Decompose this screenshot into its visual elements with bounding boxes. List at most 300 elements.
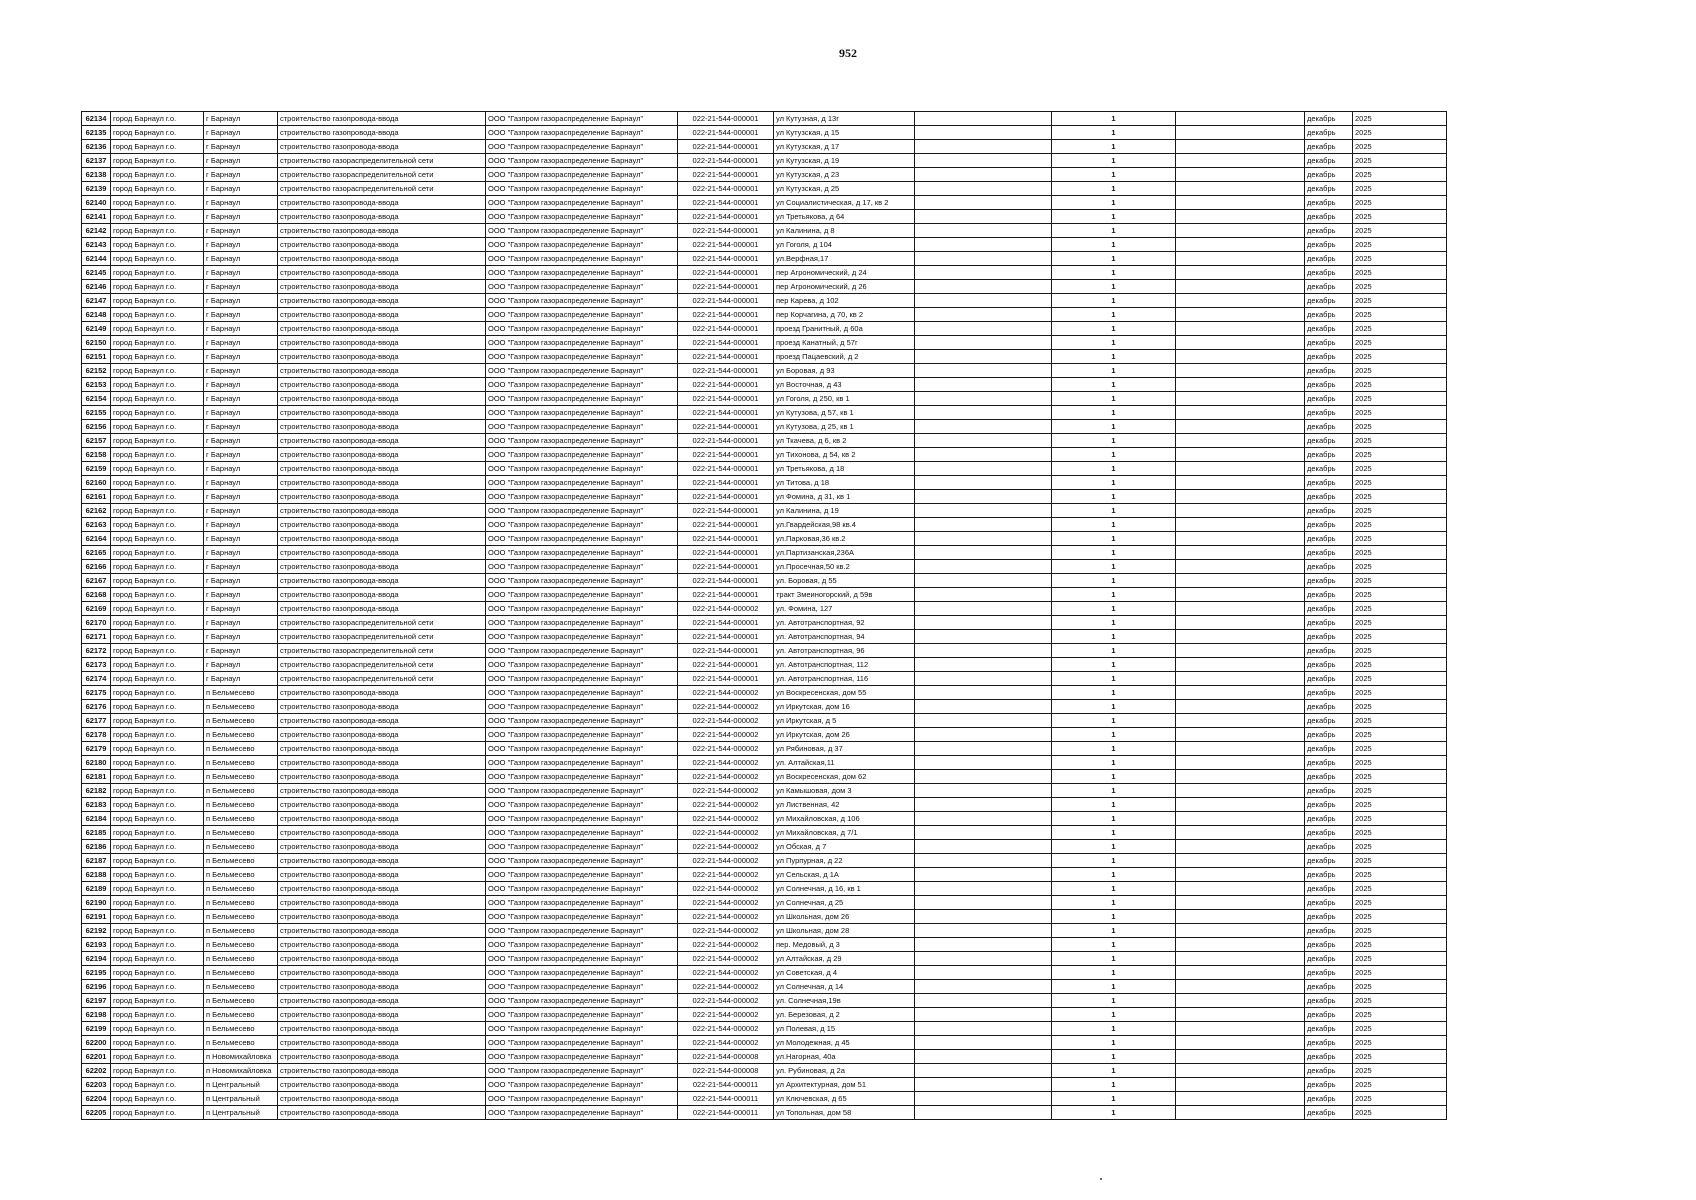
organization-cell: ООО "Газпром газораспределение Барнаул" <box>486 658 678 672</box>
table-row <box>82 224 1447 238</box>
address-cell: ул Пурпурная, д 22 <box>774 854 915 868</box>
municipality-cell: город Барнаул г.о. <box>111 574 204 588</box>
municipality-cell: город Барнаул г.о. <box>111 364 204 378</box>
month-cell: декабрь <box>1305 1106 1353 1120</box>
municipality-cell: город Барнаул г.о. <box>111 336 204 350</box>
organization-cell: ООО "Газпром газораспределение Барнаул" <box>486 812 678 826</box>
empty-column-b-cell <box>1176 980 1305 994</box>
empty-column-b-cell <box>1176 728 1305 742</box>
address-cell: ул. Березовая, д 2 <box>774 1008 915 1022</box>
organization-cell: ООО "Газпром газораспределение Барнаул" <box>486 980 678 994</box>
empty-column-a-cell <box>915 728 1052 742</box>
organization-cell: ООО "Газпром газораспределение Барнаул" <box>486 630 678 644</box>
address-cell: пер Корчагина, д 70, кв 2 <box>774 308 915 322</box>
settlement-cell: г Барнаул <box>204 420 278 434</box>
table-row <box>82 476 1447 490</box>
month-cell: декабрь <box>1305 882 1353 896</box>
year-cell: 2025 <box>1353 378 1447 392</box>
table-row <box>82 196 1447 210</box>
work-type-cell: строительство газопровода-ввода <box>278 280 486 294</box>
address-cell: проезд Канатный, д 57г <box>774 336 915 350</box>
municipality-cell: город Барнаул г.о. <box>111 224 204 238</box>
empty-column-a-cell <box>915 658 1052 672</box>
work-type-cell: строительство газопровода-ввода <box>278 602 486 616</box>
record-number-cell: 62193 <box>82 938 111 952</box>
record-number-cell: 62168 <box>82 588 111 602</box>
organization-cell: ООО "Газпром газораспределение Барнаул" <box>486 196 678 210</box>
table-body <box>82 112 1447 1120</box>
contract-number-cell: 022-21-544-000002 <box>678 868 774 882</box>
settlement-cell: п Центральный <box>204 1106 278 1120</box>
year-cell: 2025 <box>1353 966 1447 980</box>
quantity-cell: 1 <box>1052 1050 1176 1064</box>
contract-number-cell: 022-21-544-000002 <box>678 826 774 840</box>
month-cell: декабрь <box>1305 966 1353 980</box>
empty-column-b-cell <box>1176 924 1305 938</box>
month-cell: декабрь <box>1305 1064 1353 1078</box>
address-cell: ул Воскресенская, дом 62 <box>774 770 915 784</box>
work-type-cell: строительство газопровода-ввода <box>278 868 486 882</box>
year-cell: 2025 <box>1353 1064 1447 1078</box>
table-row <box>82 168 1447 182</box>
year-cell: 2025 <box>1353 742 1447 756</box>
work-type-cell: строительство газопровода-ввода <box>278 742 486 756</box>
year-cell: 2025 <box>1353 154 1447 168</box>
empty-column-b-cell <box>1176 476 1305 490</box>
quantity-cell: 1 <box>1052 966 1176 980</box>
table-row <box>82 980 1447 994</box>
organization-cell: ООО "Газпром газораспределение Барнаул" <box>486 140 678 154</box>
year-cell: 2025 <box>1353 308 1447 322</box>
table-row <box>82 826 1447 840</box>
month-cell: декабрь <box>1305 182 1353 196</box>
record-number-cell: 62204 <box>82 1092 111 1106</box>
contract-number-cell: 022-21-544-000001 <box>678 196 774 210</box>
quantity-cell: 1 <box>1052 994 1176 1008</box>
work-type-cell: строительство газопровода-ввода <box>278 532 486 546</box>
quantity-cell: 1 <box>1052 1078 1176 1092</box>
table-row <box>82 126 1447 140</box>
empty-column-b-cell <box>1176 392 1305 406</box>
organization-cell: ООО "Газпром газораспределение Барнаул" <box>486 210 678 224</box>
quantity-cell: 1 <box>1052 938 1176 952</box>
organization-cell: ООО "Газпром газораспределение Барнаул" <box>486 266 678 280</box>
month-cell: декабрь <box>1305 714 1353 728</box>
municipality-cell: город Барнаул г.о. <box>111 210 204 224</box>
month-cell: декабрь <box>1305 196 1353 210</box>
table-row <box>82 154 1447 168</box>
address-cell: ул.Парковая,36 кв.2 <box>774 532 915 546</box>
year-cell: 2025 <box>1353 1050 1447 1064</box>
work-type-cell: строительство газопровода-ввода <box>278 1092 486 1106</box>
table-row <box>82 756 1447 770</box>
table-row <box>82 252 1447 266</box>
work-type-cell: строительство газопровода-ввода <box>278 462 486 476</box>
record-number-cell: 62176 <box>82 700 111 714</box>
work-type-cell: строительство газопровода-ввода <box>278 938 486 952</box>
month-cell: декабрь <box>1305 938 1353 952</box>
empty-column-a-cell <box>915 112 1052 126</box>
quantity-cell: 1 <box>1052 462 1176 476</box>
month-cell: декабрь <box>1305 112 1353 126</box>
work-type-cell: строительство газопровода-ввода <box>278 140 486 154</box>
work-type-cell: строительство газопровода-ввода <box>278 770 486 784</box>
settlement-cell: г Барнаул <box>204 196 278 210</box>
record-number-cell: 62156 <box>82 420 111 434</box>
address-cell: ул Школьная, дом 26 <box>774 910 915 924</box>
address-cell: ул Молодежная, д 45 <box>774 1036 915 1050</box>
month-cell: декабрь <box>1305 210 1353 224</box>
empty-column-b-cell <box>1176 756 1305 770</box>
organization-cell: ООО "Газпром газораспределение Барнаул" <box>486 476 678 490</box>
settlement-cell: г Барнаул <box>204 154 278 168</box>
page-number: 952 <box>839 46 857 60</box>
month-cell: декабрь <box>1305 224 1353 238</box>
work-type-cell: строительство газопровода-ввода <box>278 1008 486 1022</box>
table-row <box>82 924 1447 938</box>
organization-cell: ООО "Газпром газораспределение Барнаул" <box>486 714 678 728</box>
settlement-cell: г Барнаул <box>204 126 278 140</box>
record-number-cell: 62149 <box>82 322 111 336</box>
empty-column-a-cell <box>915 742 1052 756</box>
organization-cell: ООО "Газпром газораспределение Барнаул" <box>486 294 678 308</box>
empty-column-b-cell <box>1176 1064 1305 1078</box>
organization-cell: ООО "Газпром газораспределение Барнаул" <box>486 574 678 588</box>
organization-cell: ООО "Газпром газораспределение Барнаул" <box>486 1092 678 1106</box>
month-cell: декабрь <box>1305 546 1353 560</box>
contract-number-cell: 022-21-544-000001 <box>678 504 774 518</box>
month-cell: декабрь <box>1305 364 1353 378</box>
quantity-cell: 1 <box>1052 308 1176 322</box>
year-cell: 2025 <box>1353 238 1447 252</box>
month-cell: декабрь <box>1305 406 1353 420</box>
record-number-cell: 62195 <box>82 966 111 980</box>
work-type-cell: строительство газораспределительной сети <box>278 630 486 644</box>
contract-number-cell: 022-21-544-000001 <box>678 392 774 406</box>
record-number-cell: 62137 <box>82 154 111 168</box>
contract-number-cell: 022-21-544-000002 <box>678 714 774 728</box>
empty-column-b-cell <box>1176 560 1305 574</box>
contract-number-cell: 022-21-544-000001 <box>678 294 774 308</box>
table-row <box>82 952 1447 966</box>
month-cell: декабрь <box>1305 602 1353 616</box>
empty-column-a-cell <box>915 476 1052 490</box>
address-cell: ул Третьякова, д 18 <box>774 462 915 476</box>
address-cell: ул. Боровая, д 55 <box>774 574 915 588</box>
municipality-cell: город Барнаул г.о. <box>111 840 204 854</box>
quantity-cell: 1 <box>1052 910 1176 924</box>
contract-number-cell: 022-21-544-000001 <box>678 336 774 350</box>
contract-number-cell: 022-21-544-000001 <box>678 560 774 574</box>
address-cell: ул Восточная, д 43 <box>774 378 915 392</box>
month-cell: декабрь <box>1305 756 1353 770</box>
municipality-cell: город Барнаул г.о. <box>111 252 204 266</box>
record-number-cell: 62166 <box>82 560 111 574</box>
empty-column-b-cell <box>1176 168 1305 182</box>
empty-column-a-cell <box>915 672 1052 686</box>
empty-column-a-cell <box>915 140 1052 154</box>
month-cell: декабрь <box>1305 784 1353 798</box>
settlement-cell: г Барнаул <box>204 350 278 364</box>
year-cell: 2025 <box>1353 574 1447 588</box>
settlement-cell: г Барнаул <box>204 518 278 532</box>
organization-cell: ООО "Газпром газораспределение Барнаул" <box>486 392 678 406</box>
quantity-cell: 1 <box>1052 868 1176 882</box>
empty-column-b-cell <box>1176 378 1305 392</box>
year-cell: 2025 <box>1353 840 1447 854</box>
record-number-cell: 62145 <box>82 266 111 280</box>
month-cell: декабрь <box>1305 126 1353 140</box>
quantity-cell: 1 <box>1052 714 1176 728</box>
work-type-cell: строительство газопровода-ввода <box>278 1036 486 1050</box>
organization-cell: ООО "Газпром газораспределение Барнаул" <box>486 252 678 266</box>
empty-column-a-cell <box>915 518 1052 532</box>
month-cell: декабрь <box>1305 154 1353 168</box>
quantity-cell: 1 <box>1052 798 1176 812</box>
month-cell: декабрь <box>1305 658 1353 672</box>
table-row <box>82 112 1447 126</box>
record-number-cell: 62135 <box>82 126 111 140</box>
year-cell: 2025 <box>1353 868 1447 882</box>
municipality-cell: город Барнаул г.о. <box>111 714 204 728</box>
settlement-cell: г Барнаул <box>204 168 278 182</box>
record-number-cell: 62153 <box>82 378 111 392</box>
work-type-cell: строительство газопровода-ввода <box>278 686 486 700</box>
settlement-cell: п Центральный <box>204 1078 278 1092</box>
work-type-cell: строительство газопровода-ввода <box>278 574 486 588</box>
settlement-cell: п Бельмесево <box>204 826 278 840</box>
empty-column-b-cell <box>1176 868 1305 882</box>
month-cell: декабрь <box>1305 560 1353 574</box>
table-row <box>82 532 1447 546</box>
settlement-cell: п Бельмесево <box>204 784 278 798</box>
table-row <box>82 210 1447 224</box>
organization-cell: ООО "Газпром газораспределение Барнаул" <box>486 182 678 196</box>
scan-dot <box>1100 1178 1102 1180</box>
address-cell: ул Кутузская, д 17 <box>774 140 915 154</box>
settlement-cell: г Барнаул <box>204 672 278 686</box>
empty-column-b-cell <box>1176 1078 1305 1092</box>
municipality-cell: город Барнаул г.о. <box>111 728 204 742</box>
empty-column-a-cell <box>915 294 1052 308</box>
table-row <box>82 392 1447 406</box>
municipality-cell: город Барнаул г.о. <box>111 896 204 910</box>
settlement-cell: г Барнаул <box>204 546 278 560</box>
table-row <box>82 728 1447 742</box>
empty-column-a-cell <box>915 826 1052 840</box>
month-cell: декабрь <box>1305 308 1353 322</box>
empty-column-b-cell <box>1176 546 1305 560</box>
address-cell: ул Кутузская, д 19 <box>774 154 915 168</box>
table-row <box>82 504 1447 518</box>
empty-column-a-cell <box>915 714 1052 728</box>
work-type-cell: строительство газопровода-ввода <box>278 882 486 896</box>
record-number-cell: 62139 <box>82 182 111 196</box>
empty-column-b-cell <box>1176 224 1305 238</box>
year-cell: 2025 <box>1353 168 1447 182</box>
settlement-cell: п Бельмесево <box>204 966 278 980</box>
municipality-cell: город Барнаул г.о. <box>111 350 204 364</box>
work-type-cell: строительство газопровода-ввода <box>278 560 486 574</box>
settlement-cell: г Барнаул <box>204 252 278 266</box>
table-row <box>82 672 1447 686</box>
year-cell: 2025 <box>1353 462 1447 476</box>
quantity-cell: 1 <box>1052 1036 1176 1050</box>
contract-number-cell: 022-21-544-000001 <box>678 532 774 546</box>
table-row <box>82 406 1447 420</box>
settlement-cell: г Барнаул <box>204 532 278 546</box>
table-row <box>82 602 1447 616</box>
empty-column-a-cell <box>915 994 1052 1008</box>
empty-column-a-cell <box>915 546 1052 560</box>
month-cell: декабрь <box>1305 490 1353 504</box>
record-number-cell: 62148 <box>82 308 111 322</box>
organization-cell: ООО "Газпром газораспределение Барнаул" <box>486 1106 678 1120</box>
year-cell: 2025 <box>1353 126 1447 140</box>
table-row <box>82 518 1447 532</box>
table-row <box>82 798 1447 812</box>
empty-column-a-cell <box>915 196 1052 210</box>
record-number-cell: 62146 <box>82 280 111 294</box>
work-type-cell: строительство газопровода-ввода <box>278 910 486 924</box>
address-cell: ул Архитектурная, дом 51 <box>774 1078 915 1092</box>
municipality-cell: город Барнаул г.о. <box>111 1064 204 1078</box>
municipality-cell: город Барнаул г.о. <box>111 420 204 434</box>
work-type-cell: строительство газопровода-ввода <box>278 252 486 266</box>
work-type-cell: строительство газопровода-ввода <box>278 854 486 868</box>
empty-column-a-cell <box>915 868 1052 882</box>
work-type-cell: строительство газораспределительной сети <box>278 616 486 630</box>
address-cell: ул Кутузская, д 15 <box>774 126 915 140</box>
municipality-cell: город Барнаул г.о. <box>111 490 204 504</box>
quantity-cell: 1 <box>1052 700 1176 714</box>
work-type-cell: строительство газораспределительной сети <box>278 644 486 658</box>
record-number-cell: 62173 <box>82 658 111 672</box>
contract-number-cell: 022-21-544-000002 <box>678 938 774 952</box>
empty-column-a-cell <box>915 182 1052 196</box>
municipality-cell: город Барнаул г.о. <box>111 644 204 658</box>
contract-number-cell: 022-21-544-000002 <box>678 1036 774 1050</box>
empty-column-a-cell <box>915 756 1052 770</box>
address-cell: ул Гоголя, д 104 <box>774 238 915 252</box>
empty-column-b-cell <box>1176 602 1305 616</box>
work-type-cell: строительство газораспределительной сети <box>278 672 486 686</box>
empty-column-b-cell <box>1176 364 1305 378</box>
quantity-cell: 1 <box>1052 126 1176 140</box>
settlement-cell: п Новомихайловка <box>204 1050 278 1064</box>
work-type-cell: строительство газопровода-ввода <box>278 798 486 812</box>
empty-column-b-cell <box>1176 182 1305 196</box>
record-number-cell: 62157 <box>82 434 111 448</box>
record-number-cell: 62151 <box>82 350 111 364</box>
empty-column-b-cell <box>1176 616 1305 630</box>
settlement-cell: п Бельмесево <box>204 896 278 910</box>
empty-column-a-cell <box>915 154 1052 168</box>
address-cell: ул Тихонова, д 54, кв 2 <box>774 448 915 462</box>
year-cell: 2025 <box>1353 980 1447 994</box>
empty-column-b-cell <box>1176 882 1305 896</box>
record-number-cell: 62197 <box>82 994 111 1008</box>
empty-column-b-cell <box>1176 854 1305 868</box>
work-type-cell: строительство газораспределительной сети <box>278 182 486 196</box>
municipality-cell: город Барнаул г.о. <box>111 518 204 532</box>
empty-column-b-cell <box>1176 644 1305 658</box>
address-cell: ул Боровая, д 93 <box>774 364 915 378</box>
table-row <box>82 322 1447 336</box>
quantity-cell: 1 <box>1052 280 1176 294</box>
settlement-cell: г Барнаул <box>204 378 278 392</box>
work-type-cell: строительство газораспределительной сети <box>278 168 486 182</box>
organization-cell: ООО "Газпром газораспределение Барнаул" <box>486 728 678 742</box>
empty-column-b-cell <box>1176 210 1305 224</box>
municipality-cell: город Барнаул г.о. <box>111 406 204 420</box>
settlement-cell: г Барнаул <box>204 224 278 238</box>
address-cell: ул Рябиновая, д 37 <box>774 742 915 756</box>
contract-number-cell: 022-21-544-000001 <box>678 238 774 252</box>
month-cell: декабрь <box>1305 728 1353 742</box>
organization-cell: ООО "Газпром газораспределение Барнаул" <box>486 588 678 602</box>
quantity-cell: 1 <box>1052 574 1176 588</box>
settlement-cell: п Бельмесево <box>204 728 278 742</box>
empty-column-a-cell <box>915 1022 1052 1036</box>
municipality-cell: город Барнаул г.о. <box>111 938 204 952</box>
year-cell: 2025 <box>1353 770 1447 784</box>
empty-column-b-cell <box>1176 532 1305 546</box>
month-cell: декабрь <box>1305 980 1353 994</box>
record-number-cell: 62136 <box>82 140 111 154</box>
table-row <box>82 630 1447 644</box>
year-cell: 2025 <box>1353 546 1447 560</box>
contract-number-cell: 022-21-544-000008 <box>678 1050 774 1064</box>
empty-column-a-cell <box>915 462 1052 476</box>
settlement-cell: п Бельмесево <box>204 938 278 952</box>
year-cell: 2025 <box>1353 1078 1447 1092</box>
quantity-cell: 1 <box>1052 238 1176 252</box>
table-row <box>82 1022 1447 1036</box>
empty-column-a-cell <box>915 350 1052 364</box>
table-row <box>82 1092 1447 1106</box>
record-number-cell: 62140 <box>82 196 111 210</box>
record-number-cell: 62138 <box>82 168 111 182</box>
settlement-cell: п Бельмесево <box>204 1008 278 1022</box>
empty-column-a-cell <box>915 504 1052 518</box>
month-cell: декабрь <box>1305 336 1353 350</box>
table-row <box>82 770 1447 784</box>
municipality-cell: город Барнаул г.о. <box>111 1106 204 1120</box>
municipality-cell: город Барнаул г.о. <box>111 952 204 966</box>
table-row <box>82 644 1447 658</box>
municipality-cell: город Барнаул г.о. <box>111 630 204 644</box>
month-cell: декабрь <box>1305 616 1353 630</box>
empty-column-a-cell <box>915 644 1052 658</box>
municipality-cell: город Барнаул г.о. <box>111 798 204 812</box>
empty-column-b-cell <box>1176 686 1305 700</box>
municipality-cell: город Барнаул г.о. <box>111 448 204 462</box>
contract-number-cell: 022-21-544-000002 <box>678 966 774 980</box>
municipality-cell: город Барнаул г.о. <box>111 1050 204 1064</box>
empty-column-b-cell <box>1176 1022 1305 1036</box>
empty-column-a-cell <box>915 630 1052 644</box>
organization-cell: ООО "Газпром газораспределение Барнаул" <box>486 350 678 364</box>
settlement-cell: г Барнаул <box>204 462 278 476</box>
work-type-cell: строительство газопровода-ввода <box>278 728 486 742</box>
empty-column-b-cell <box>1176 280 1305 294</box>
record-number-cell: 62170 <box>82 616 111 630</box>
empty-column-b-cell <box>1176 308 1305 322</box>
address-cell: ул Воскресенская, дом 55 <box>774 686 915 700</box>
empty-column-a-cell <box>915 252 1052 266</box>
quantity-cell: 1 <box>1052 448 1176 462</box>
